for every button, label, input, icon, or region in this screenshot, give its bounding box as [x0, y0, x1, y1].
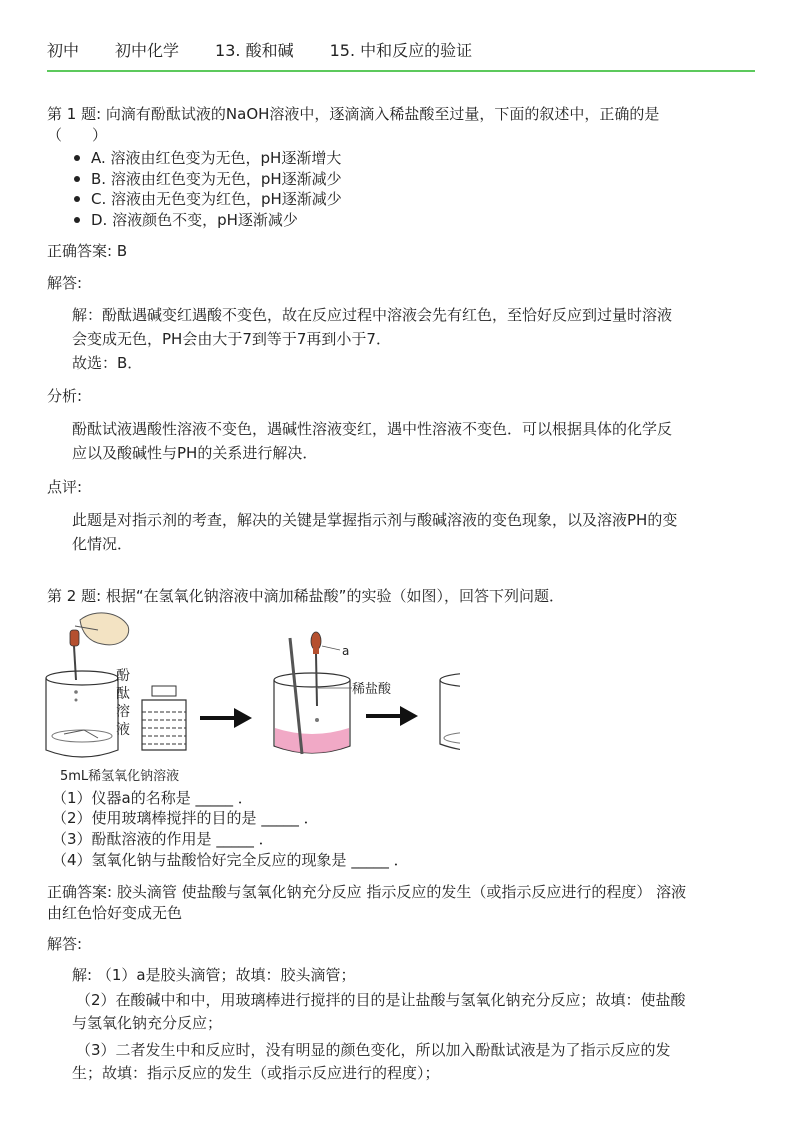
- q2-question-2: （2）使用玻璃棒搅拌的目的是 _____ ．: [52, 809, 319, 827]
- q2-solution-line: （2）在酸碱中和中，用玻璃棒进行搅拌的目的是让盐酸与氢氧化钠充分反应；故填：使盐酸: [76, 991, 686, 1009]
- q2-stem: 第 2 题: 根据“在氢氧化钠溶液中滴加稀盐酸”的实验（如图），回答下列问题．: [47, 587, 564, 605]
- breadcrumb-topic[interactable]: 15. 中和反应的验证: [329, 41, 473, 60]
- q1-solution-line: 解：酚酞遇碱变红遇酸不变色，故在反应过程中溶液会先有红色，至恰好反应到过量时溶液: [72, 306, 673, 324]
- arrow-right-icon: [366, 706, 418, 726]
- q1-analysis-label: 分析:: [47, 387, 83, 405]
- q1-analysis-line: 酚酞试液遇酸性溶液不变色，遇碱性溶液变红，遇中性溶液不变色．可以根据具体的化学反: [72, 420, 673, 438]
- q2-solution-line: 与氢氧化钠充分反应；: [72, 1014, 223, 1032]
- q1-stem-line1: 第 1 题: 向滴有酚酞试液的NaOH溶液中，逐滴滴入稀盐酸至过量，下面的叙述中，正确的是: [47, 105, 660, 123]
- q1-option-d: D. 溶液颜色不变，pH逐渐减少: [71, 210, 342, 231]
- acid-label: 稀盐酸: [352, 682, 392, 697]
- q1-option-b: B. 溶液由红色变为无色，pH逐渐减少: [71, 169, 342, 190]
- q1-analysis-line: 应以及酸碱性与PH的关系进行解决．: [72, 444, 318, 462]
- dropper-a-icon: [311, 632, 321, 722]
- q2-question-1: （1）仪器a的名称是 _____ ．: [52, 789, 253, 807]
- breadcrumb-subject[interactable]: 初中化学: [115, 41, 180, 60]
- q2-solution-label: 解答:: [47, 935, 83, 953]
- breadcrumb-unit[interactable]: 13. 酸和碱: [215, 41, 294, 60]
- beaker-right-icon: [440, 673, 460, 751]
- phenol-label-char: 液: [116, 722, 130, 738]
- q1-comment-label: 点评:: [47, 478, 83, 496]
- phenol-label-char: 酞: [116, 686, 130, 702]
- label-a: a: [342, 644, 350, 658]
- q2-question-3: （3）酚酞溶液的作用是 _____ ．: [52, 830, 274, 848]
- beaker-left-icon: [46, 671, 118, 757]
- pink-solution: [275, 728, 349, 753]
- q1-options: [71, 148, 342, 230]
- q1-option-a: A. 溶液由红色变为无色，pH逐渐增大: [71, 148, 342, 169]
- q1-solution-line: 会变成无色，PH会由大于7到等于7再到小于7．: [72, 330, 391, 348]
- q1-stem-line2: （ ）: [47, 126, 108, 144]
- q1-comment-line: 化情况．: [72, 535, 133, 553]
- breadcrumb-level[interactable]: 初中: [47, 41, 80, 60]
- q2-answer-line1: 正确答案: 胶头滴管 使盐酸与氢氧化钠充分反应 指示反应的发生（或指示反应进行的程度） 溶液: [47, 883, 687, 901]
- header-divider: [47, 70, 755, 72]
- arrow-right-icon: [200, 708, 252, 728]
- q2-answer-line2: 由红色恰好变成无色: [47, 904, 183, 922]
- q2-solution-line: 解: （1）a是胶头滴管；故填：胶头滴管；: [72, 966, 356, 984]
- base-solution-label: 5mL稀氢氧化钠溶液: [60, 769, 180, 784]
- q2-solution-line: （3）二者发生中和反应时，没有明显的颜色变化，所以加入酚酞试液是为了指示反应的发: [76, 1041, 671, 1059]
- q1-solution-label: 解答:: [47, 274, 83, 292]
- q2-question-4: （4）氢氧化钠与盐酸恰好完全反应的现象是 _____ ．: [52, 851, 409, 869]
- q1-solution-line: 故选：B．: [72, 354, 143, 372]
- beaker-middle-icon: [274, 673, 350, 753]
- phenol-label-char: 酚: [116, 668, 130, 684]
- q2-solution-line: 生；故填：指示反应的发生（或指示反应进行的程度）；: [72, 1064, 440, 1082]
- hand-icon: [80, 613, 129, 645]
- dropper-bulb-icon: [70, 630, 79, 646]
- experiment-figure: [40, 608, 460, 788]
- q1-answer: 正确答案: B: [47, 242, 128, 260]
- reagent-bottle-icon: [142, 686, 186, 750]
- q1-option-c: C. 溶液由无色变为红色，pH逐渐减少: [71, 189, 342, 210]
- breadcrumb: [47, 38, 508, 61]
- phenol-label-char: 溶: [116, 704, 130, 720]
- q1-comment-line: 此题是对指示剂的考查，解决的关键是掌握指示剂与酸碱溶液的变色现象，以及溶液PH的变: [72, 511, 678, 529]
